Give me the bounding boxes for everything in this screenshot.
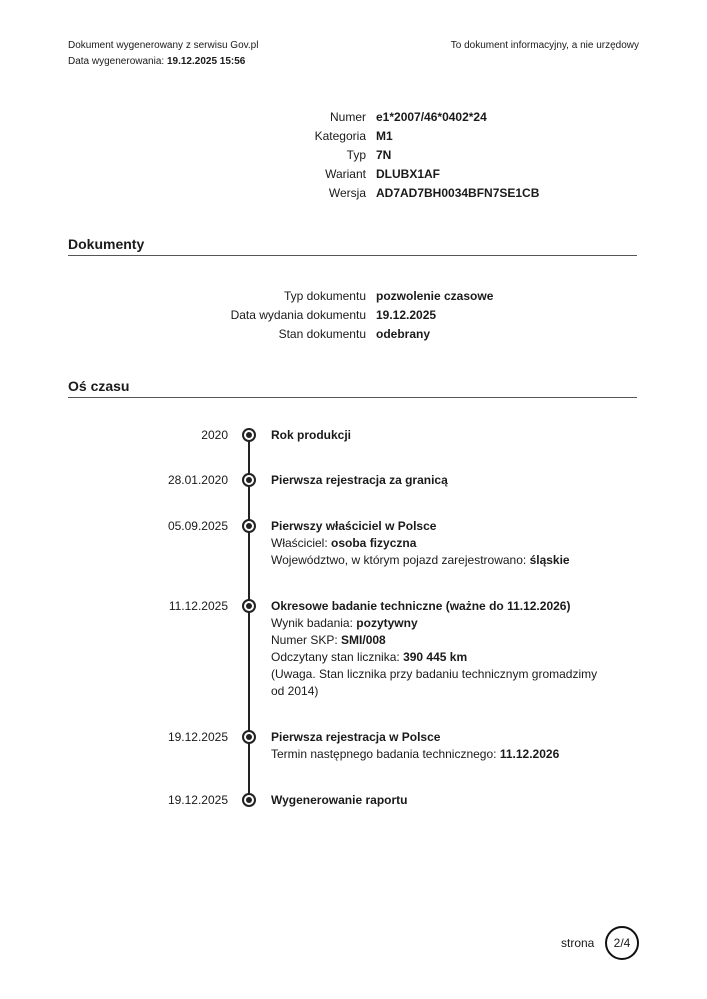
timeline-event-detail bbox=[271, 649, 611, 666]
next-inspection-label: Termin następnego badania technicznego: bbox=[271, 747, 497, 761]
timeline-event-detail bbox=[271, 535, 611, 552]
skp-value: SMI/008 bbox=[341, 633, 386, 647]
timeline-event bbox=[271, 792, 611, 809]
timeline-dot-icon bbox=[242, 730, 256, 744]
timeline-event-date: 19.12.2025 bbox=[167, 730, 228, 744]
document-field-value-type: pozwolenie czasowe bbox=[376, 289, 494, 303]
timeline-dot-icon bbox=[242, 793, 256, 807]
timeline-event-title: Okresowe badanie techniczne (ważne do 11.12.2026) bbox=[271, 599, 571, 613]
document-field-label-type: Typ dokumentu bbox=[283, 289, 366, 303]
test-result-value: pozytywny bbox=[356, 616, 418, 630]
voivodeship-value: śląskie bbox=[529, 553, 570, 567]
page-label: strona bbox=[561, 936, 595, 950]
next-inspection-value: 11.12.2026 bbox=[499, 747, 560, 761]
timeline-divider bbox=[68, 397, 637, 398]
documents-section-title: Dokumenty bbox=[68, 236, 145, 252]
timeline-event-detail bbox=[271, 632, 611, 649]
vehicle-field-label-wariant: Wariant bbox=[325, 167, 366, 181]
timeline-event-detail bbox=[271, 552, 611, 569]
timeline-event-title: Wygenerowanie raportu bbox=[271, 793, 408, 807]
timeline-event-date: 05.09.2025 bbox=[167, 519, 228, 533]
owner-value: osoba fizyczna bbox=[331, 536, 417, 550]
vehicle-field-value-typ: 7N bbox=[376, 148, 392, 162]
owner-label: Właściciel: bbox=[271, 536, 328, 550]
timeline-event-title: Pierwszy właściciel w Polsce bbox=[271, 519, 437, 533]
timeline-event-title: Rok produkcji bbox=[271, 428, 352, 442]
voivodeship-label: Województwo, w którym pojazd zarejestrowano: bbox=[271, 553, 527, 567]
generated-from-text: Dokument wygenerowany z serwisu Gov.pl bbox=[68, 40, 259, 51]
skp-label: Numer SKP: bbox=[271, 633, 338, 647]
timeline-event-date: 19.12.2025 bbox=[167, 793, 228, 807]
vehicle-field-label-kategoria: Kategoria bbox=[314, 129, 366, 143]
odometer-note: (Uwaga. Stan licznika przy badaniu technicznym gromadzimy od 2014) bbox=[271, 667, 598, 698]
timeline-event-date: 2020 bbox=[201, 428, 228, 442]
timeline-event-date: 28.01.2020 bbox=[167, 473, 228, 487]
odometer-value: 390 445 km bbox=[403, 650, 468, 664]
generated-date-line bbox=[68, 55, 245, 69]
timeline-dot-icon bbox=[242, 428, 256, 442]
timeline-event bbox=[271, 472, 611, 489]
document-field-label-status: Stan dokumentu bbox=[278, 327, 366, 341]
test-result-label: Wynik badania: bbox=[271, 616, 353, 630]
vehicle-field-value-numer: e1*2007/46*0402*24 bbox=[376, 110, 487, 124]
timeline-event bbox=[271, 518, 611, 569]
timeline-event bbox=[271, 598, 611, 700]
vehicle-field-label-wersja: Wersja bbox=[328, 186, 366, 200]
timeline-dot-icon bbox=[242, 519, 256, 533]
disclaimer-text: To dokument informacyjny, a nie urzędowy bbox=[450, 40, 639, 51]
timeline-event-detail bbox=[271, 746, 611, 763]
document-field-value-issue-date: 19.12.2025 bbox=[376, 308, 437, 322]
vehicle-field-label-typ: Typ bbox=[346, 148, 366, 162]
documents-divider bbox=[68, 255, 637, 256]
page-number-badge: 2/4 bbox=[605, 926, 639, 960]
timeline-section-title: Oś czasu bbox=[68, 378, 130, 394]
generated-date-value: 19.12.2025 15:56 bbox=[166, 56, 246, 67]
vehicle-field-value-wariant: DLUBX1AF bbox=[376, 167, 441, 181]
document-field-label-issue-date: Data wydania dokumentu bbox=[230, 308, 366, 322]
vehicle-field-value-kategoria: M1 bbox=[376, 129, 393, 143]
timeline-event bbox=[271, 427, 611, 444]
timeline-dot-icon bbox=[242, 599, 256, 613]
timeline-dot-icon bbox=[242, 473, 256, 487]
timeline-event bbox=[271, 729, 611, 763]
vehicle-field-value-wersja: AD7AD7BH0034BFN7SE1CB bbox=[376, 186, 540, 200]
vehicle-field-label-numer: Numer bbox=[329, 110, 366, 124]
odometer-label: Odczytany stan licznika: bbox=[271, 650, 400, 664]
generated-date-label: Data wygenerowania: bbox=[68, 56, 165, 67]
timeline-event-title: Pierwsza rejestracja za granicą bbox=[271, 473, 448, 487]
timeline-event-date: 11.12.2025 bbox=[168, 599, 228, 613]
timeline-event-title: Pierwsza rejestracja w Polsce bbox=[271, 730, 441, 744]
timeline-event-detail bbox=[271, 615, 611, 632]
timeline-line bbox=[248, 435, 250, 800]
document-field-value-status: odebrany bbox=[376, 327, 431, 341]
